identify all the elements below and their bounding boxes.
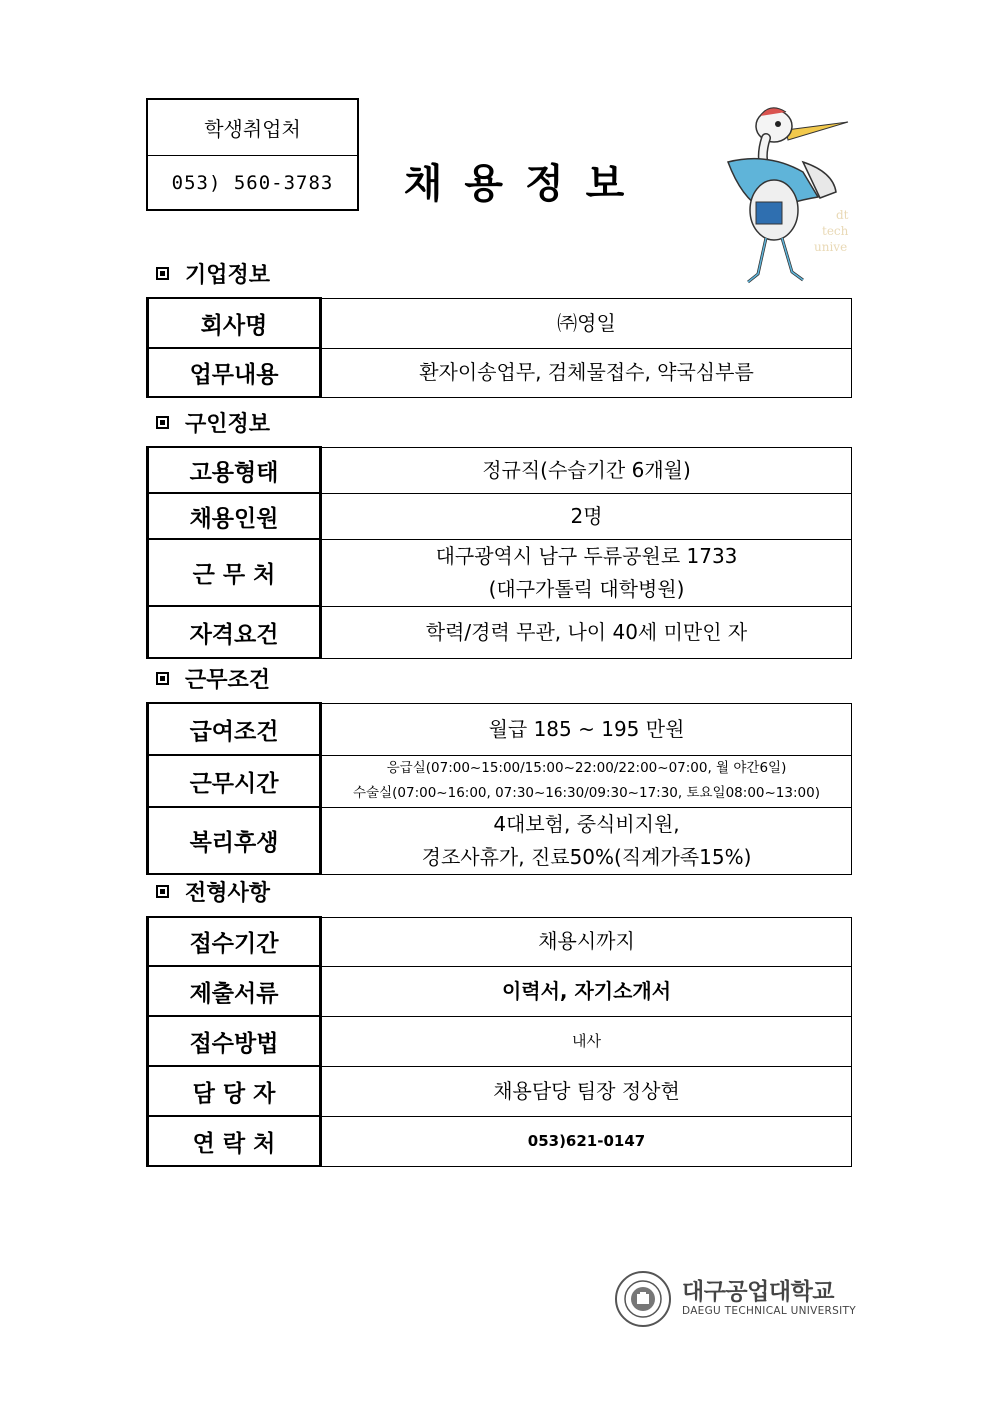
row-value: 대구광역시 남구 두류공원로 1733 (대구가톨릭 대학병원): [321, 539, 852, 606]
row-label: 업무내용: [148, 348, 321, 397]
row-value: 4대보험, 중식비지원, 경조사휴가, 진료50%(직계가족15%): [321, 807, 852, 874]
row-label: 고용형태: [148, 447, 321, 493]
university-name-en: DAEGU TECHNICAL UNIVERSITY: [682, 1305, 856, 1317]
row-label: 채용인원: [148, 493, 321, 539]
table-row: [148, 348, 852, 397]
row-label: 회사명: [148, 298, 321, 348]
company-table: [146, 297, 852, 398]
filled-square-icon: [156, 416, 169, 429]
table-row: [148, 493, 852, 539]
office-contact-box: [146, 98, 359, 211]
table-row: [148, 917, 852, 966]
mascot-watermark-3: unive: [814, 240, 848, 254]
row-value: 2명: [321, 493, 852, 539]
row-label: 복리후생: [148, 807, 321, 874]
table-row: [148, 298, 852, 348]
row-label: 근무시간: [148, 755, 321, 807]
row-value: ㈜영일: [321, 298, 852, 348]
table-row: [148, 966, 852, 1016]
filled-square-icon: [156, 672, 169, 685]
row-value: 정규직(수습기간 6개월): [321, 447, 852, 493]
recruit-table: [146, 446, 852, 659]
filled-square-icon: [156, 267, 169, 280]
row-label: 제출서류: [148, 966, 321, 1016]
section-label: 근무조건: [185, 668, 271, 693]
row-label: 접수방법: [148, 1016, 321, 1066]
section-label: 전형사항: [185, 881, 271, 906]
section-title-recruit: [156, 407, 270, 438]
table-row: [148, 1066, 852, 1116]
row-value: 채용시까지: [321, 917, 852, 966]
row-value: 053)621-0147: [321, 1116, 852, 1166]
row-value: 월급 185 ~ 195 만원: [321, 703, 852, 755]
table-row: [148, 1116, 852, 1166]
row-value: 이력서, 자기소개서: [321, 966, 852, 1016]
row-value: 채용담당 팀장 정상현: [321, 1066, 852, 1116]
section-label: 구인정보: [185, 412, 271, 437]
table-row: [148, 447, 852, 493]
section-title-screening: [156, 876, 270, 907]
row-label: 담 당 자: [148, 1066, 321, 1116]
row-label: 근 무 처: [148, 539, 321, 606]
row-label: 연 락 처: [148, 1116, 321, 1166]
section-title-company: [156, 258, 270, 289]
row-value: 환자이송업무, 검체물접수, 약국심부름: [321, 348, 852, 397]
table-row: [148, 807, 852, 874]
mascot-illustration: [708, 102, 858, 292]
office-name: 학생취업처: [148, 100, 357, 156]
mascot-watermark-1: dt: [836, 208, 849, 222]
university-name: 대구공업대학교: [682, 1279, 835, 1305]
table-row: [148, 606, 852, 658]
university-seal-icon: [614, 1270, 672, 1328]
row-value: 응급실(07:00~15:00/15:00~22:00/22:00~07:00, 월 야간6일) 수술실(07:00~16:00, 07:30~16:30/09:30~17:30, 토요일08:00~13:00): [321, 755, 852, 807]
table-row: [148, 539, 852, 606]
row-label: 접수기간: [148, 917, 321, 966]
row-value: 내사: [321, 1016, 852, 1066]
table-row: [148, 1016, 852, 1066]
page-title: 채용정보: [403, 161, 647, 207]
section-label: 기업정보: [185, 263, 271, 288]
mascot-watermark-2: tech: [822, 224, 849, 238]
table-row: [148, 755, 852, 807]
office-phone: 053) 560-3783: [171, 171, 334, 194]
row-label: 자격요건: [148, 606, 321, 658]
section-title-conditions: [156, 663, 270, 694]
row-label: 급여조건: [148, 703, 321, 755]
filled-square-icon: [156, 885, 169, 898]
conditions-table: [146, 702, 852, 875]
university-logo: [614, 1270, 856, 1328]
table-row: [148, 703, 852, 755]
row-value: 학력/경력 무관, 나이 40세 미만인 자: [321, 606, 852, 658]
screening-table: [146, 916, 852, 1167]
